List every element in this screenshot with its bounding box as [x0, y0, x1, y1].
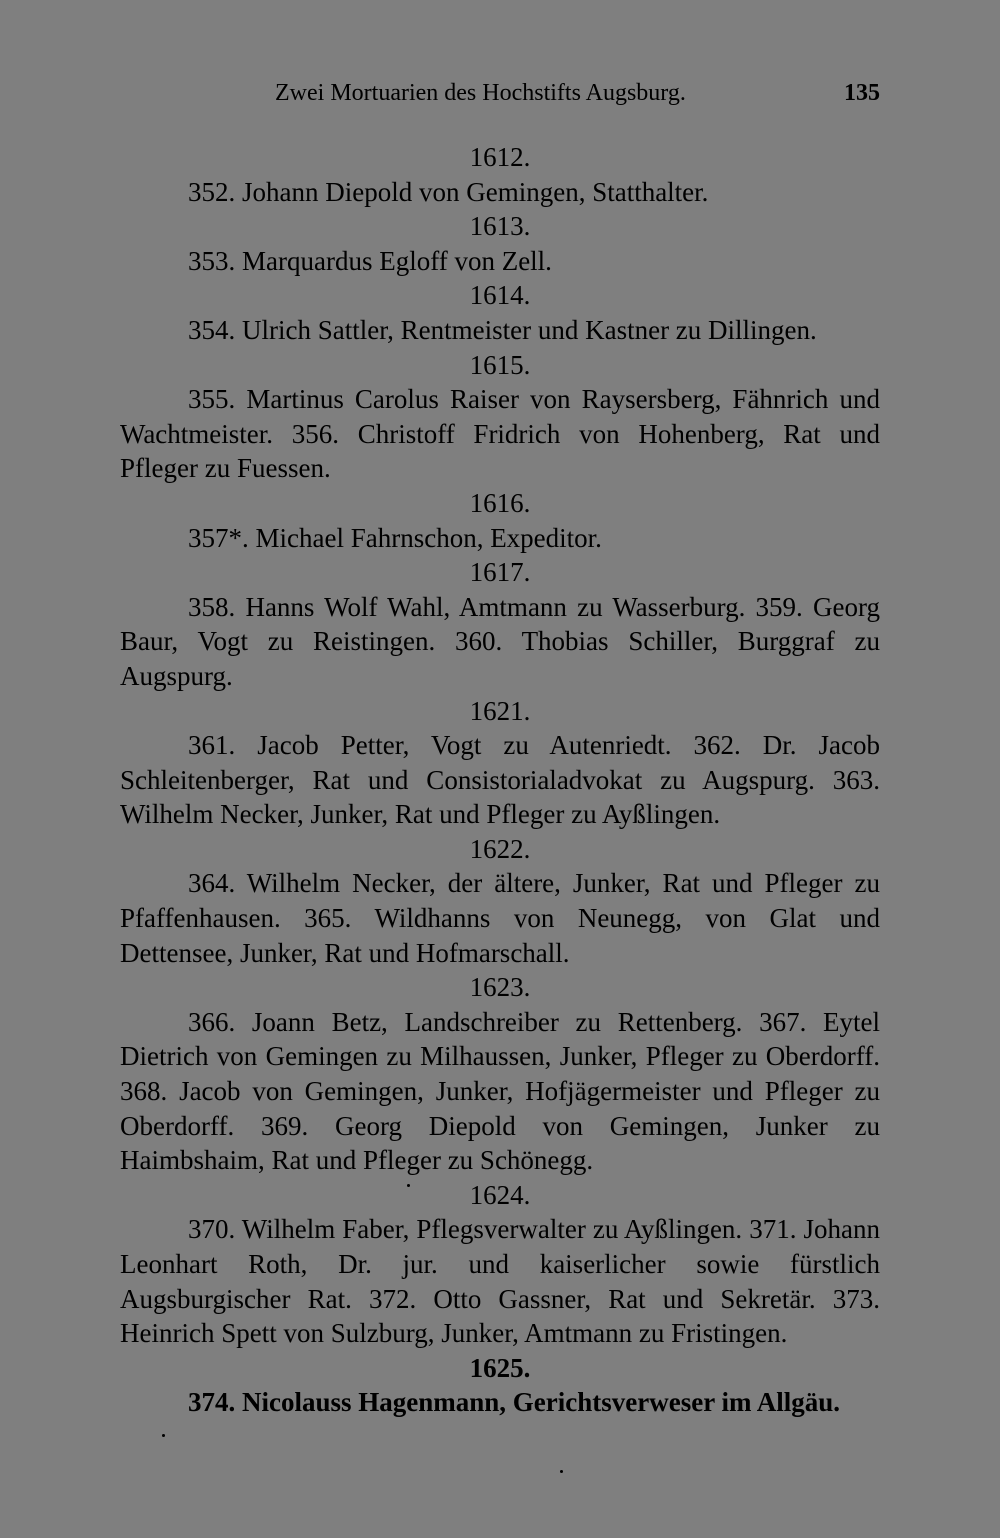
year-heading: 1613. [469, 211, 531, 242]
year-heading: 1622. [469, 833, 531, 864]
entry-paragraph: 357*. Michael Fahrnschon, Expeditor. [188, 522, 602, 553]
year-heading: 1614. [469, 280, 531, 311]
running-title: Zwei Mortuarien des Hochstifts Augsburg. [275, 80, 686, 106]
entry-paragraph: 370. Wilhelm Faber, Pflegsverwalter zu Ayßlingen. 371. Johann Leonhart Roth, Dr. jur. und kaiserlicher sowie fürstlich Augsburgischer Rat. 372. Otto Gassner, Rat und Sekretär. 373. Heinrich Spett von Sulzburg, Junker, Amtmann zu Fristingen. [120, 1214, 880, 1349]
entry-paragraph: 361. Jacob Petter, Vogt zu Autenriedt. 362. Dr. Jacob Schleitenberger, Rat und Consistorialadvokat zu Augspurg. 363. Wilhelm Necker, Junker, Rat und Pfleger zu Ayßlingen. [120, 730, 880, 830]
year-heading: 1612. [469, 142, 531, 172]
year-heading: 1615. [469, 349, 531, 380]
year-heading: 1617. [469, 557, 531, 588]
print-speck [162, 1434, 165, 1437]
year-heading: 1621. [469, 695, 531, 726]
entry-paragraph: 355. Martinus Carolus Raiser von Raysersberg, Fähnrich und Wachtmeister. 356. Christoff Fridrich von Hohenberg, Rat und Pfleger zu Fuessen. [120, 384, 880, 484]
print-speck [407, 1184, 410, 1187]
print-speck [560, 1470, 563, 1473]
year-heading: 1616. [469, 487, 531, 518]
entry-paragraph: 364. Wilhelm Necker, der ältere, Junker, Rat und Pfleger zu Pfaffenhausen. 365. Wildhanns von Neunegg, von Glat und Dettensee, Junker, Rat und Hofmarschall. [120, 868, 880, 968]
entry-paragraph: 366. Joann Betz, Landschreiber zu Rettenberg. 367. Eytel Dietrich von Gemingen zu Milhaussen, Junker, Pfleger zu Oberdorff. 368. Jacob von Gemingen, Junker, Hofjägermeister und Pfleger zu Oberdorff. 369. Georg Diepold von Gemingen, Junker zu Haimbshaim, Rat und Pfleger zu Schönegg. [120, 1006, 880, 1176]
entry-paragraph: 353. Marquardus Egloff von Zell. [188, 245, 552, 276]
entry-paragraph: 358. Hanns Wolf Wahl, Amtmann zu Wasserburg. 359. Georg Baur, Vogt zu Reistingen. 360. Thobias Schiller, Burggraf zu Augspurg. [120, 591, 880, 691]
page-header [120, 80, 880, 114]
page-number: 135 [844, 80, 880, 106]
year-heading: 1623. [469, 972, 531, 1003]
entry-paragraph: 354. Ulrich Sattler, Rentmeister und Kastner zu Dillingen. [188, 314, 817, 345]
year-heading: 1625. [469, 1352, 531, 1383]
entry-paragraph: 374. Nicolauss Hagenmann, Gerichtsverweser im Allgäu. [188, 1387, 840, 1418]
page-body [120, 140, 880, 1420]
year-heading: 1624. [469, 1179, 531, 1210]
entry-paragraph: 352. Johann Diepold von Gemingen, Statthalter. [188, 176, 709, 207]
